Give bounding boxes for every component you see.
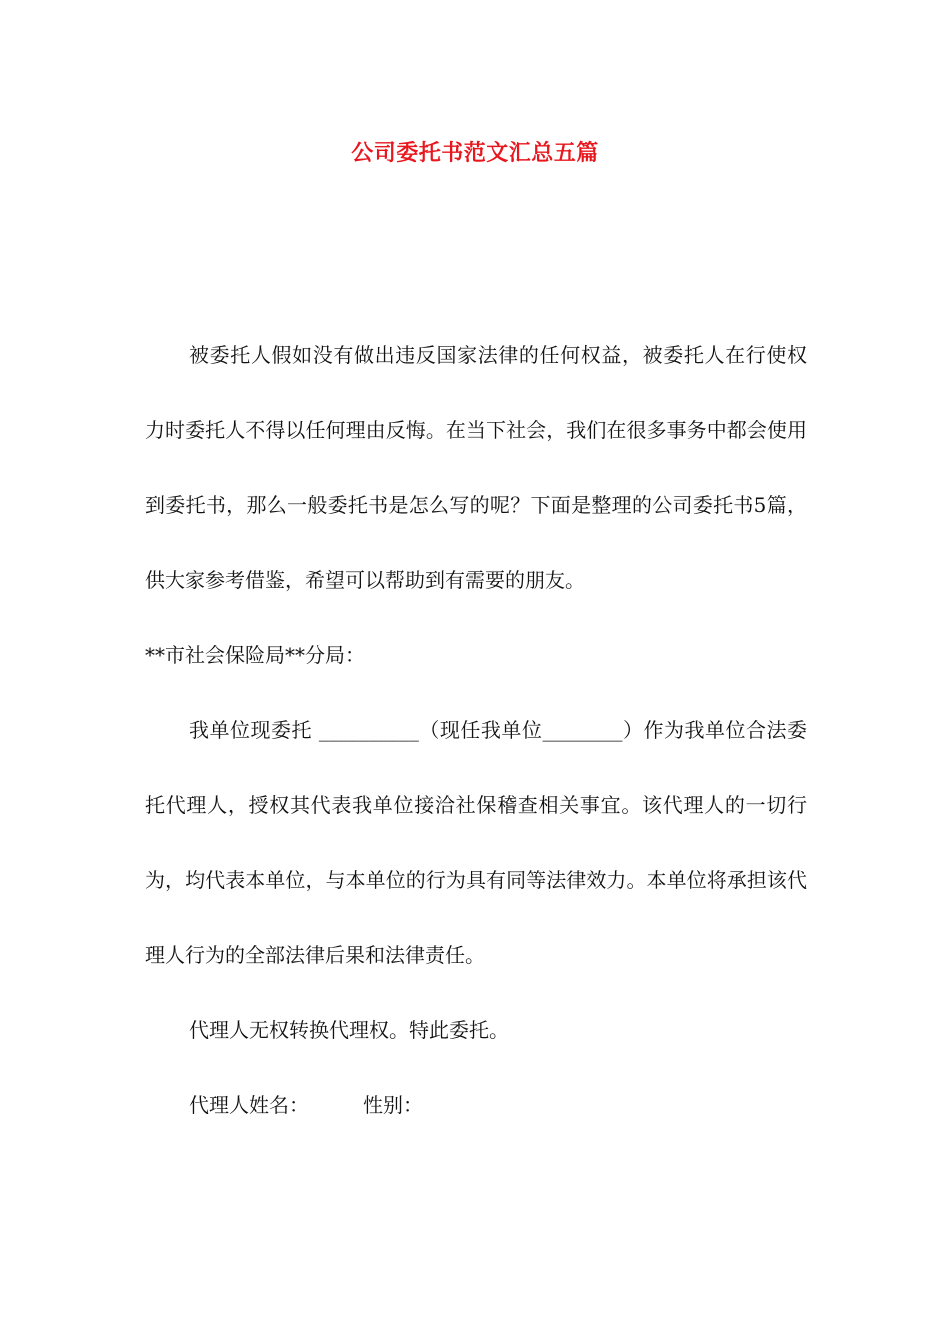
intro-paragraph: 被委托人假如没有做出违反国家法律的任何权益，被委托人在行使权力时委托人不得以任何理由反悔。在当下社会，我们在很多事务中都会使用到委托书，那么一般委托书是怎么写的呢？下面是整理的公司委托书5篇，供大家参考借鉴，希望可以帮助到有需要的朋友。: [145, 343, 807, 592]
agent-info-line: [145, 1068, 807, 1143]
document-title: 公司委托书范文汇总五篇: [351, 141, 599, 166]
document-body: [145, 318, 807, 1143]
agent-name-label: 代理人姓名：: [189, 1093, 309, 1117]
salutation: **市社会保险局**分局：: [145, 643, 365, 667]
no-transfer-paragraph: 代理人无权转换代理权。特此委托。: [189, 1018, 509, 1042]
entrust-paragraph: 我单位现委托 __________（现任我单位________）作为我单位合法委托代理人，授权其代表我单位接洽社保稽查相关事宜。该代理人的一切行为，均代表本单位，与本单位的行为具有同等法律效力。本单位将承担该代理人行为的全部法律后果和法律责任。: [145, 718, 807, 967]
gender-label: 性别：: [363, 1093, 423, 1117]
